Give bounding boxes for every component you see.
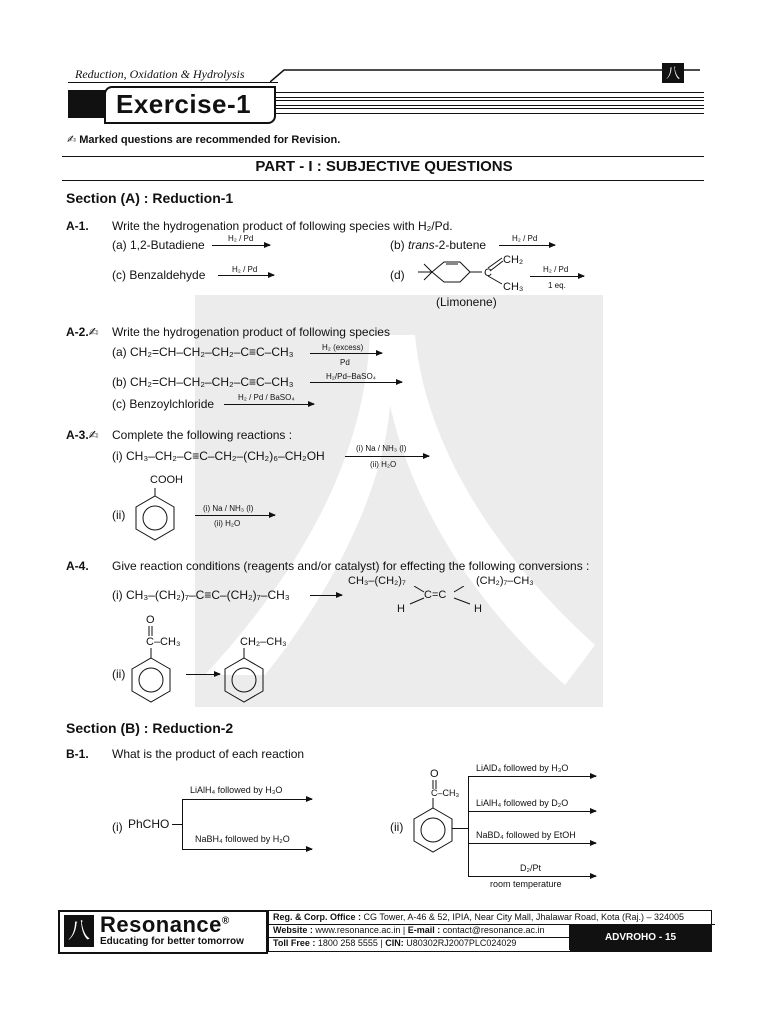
exercise-title: Exercise-1 bbox=[116, 89, 252, 119]
q-a2-c-arrow bbox=[224, 404, 314, 405]
part-rule-top bbox=[62, 156, 704, 157]
q-a3-i: (i) CH₃–CH₂–C≡C–CH₂–(CH₂)₆–CH₂OH bbox=[112, 449, 325, 463]
q-a1-b-arrow bbox=[499, 245, 555, 246]
q-a4-i: (i) CH₃–(CH₂)₇–C≡C–(CH₂)₇–CH₃ bbox=[112, 588, 290, 602]
q-a4-number: A-4. bbox=[66, 559, 89, 573]
q-a1-b-italic: trans bbox=[408, 238, 435, 252]
q-a1-c: (c) Benzaldehyde bbox=[112, 268, 206, 282]
q-a1-d-arrow bbox=[530, 276, 584, 277]
footer-cin: U80302RJ2007PLC024029 bbox=[406, 938, 517, 948]
q-b1-i-branch bbox=[182, 799, 183, 849]
q-a2-number: A-2.✍ bbox=[66, 325, 99, 339]
limonene-ch3: CH₃ bbox=[503, 281, 524, 293]
footer-logo-mark: 八 bbox=[64, 915, 94, 947]
q-b1-number: B-1. bbox=[66, 747, 89, 761]
footer-tagline: Educating for better tomorrow bbox=[100, 936, 244, 947]
q-b1-i-bot-label: NaBH₄ followed by H₂O bbox=[195, 834, 290, 844]
footer-email[interactable]: contact@resonance.ac.in bbox=[442, 925, 545, 935]
q-a4-prod-h-left: H bbox=[397, 603, 405, 615]
section-a-title: Section (A) : Reduction-1 bbox=[66, 190, 234, 206]
header-rule-top bbox=[68, 82, 278, 83]
benzoic-acid-ring bbox=[130, 486, 180, 542]
q-b1-phcho: PhCHO bbox=[128, 817, 170, 831]
q-a1-a-reagent: H₂ / Pd bbox=[228, 234, 254, 243]
part-rule-bottom bbox=[62, 180, 704, 181]
q-b1-ii: (ii) bbox=[390, 820, 404, 834]
resonance-corner-logo: 八 bbox=[662, 63, 684, 83]
q-a1-a-arrow bbox=[212, 245, 270, 246]
q-a2-c: (c) Benzoylchloride bbox=[112, 397, 215, 411]
q-a1-d-cond: 1 eq. bbox=[548, 281, 566, 290]
q-a3-i-reagent: (i) Na / NH₃ (l) bbox=[356, 444, 407, 453]
footer-page-code: ADVROHO - 15 bbox=[604, 932, 677, 943]
q-a4-prod-h-right: H bbox=[474, 603, 482, 615]
exercise-title-box bbox=[104, 86, 276, 124]
q-a3-cooh: COOH bbox=[150, 474, 183, 486]
q-a2-a-arrow bbox=[310, 353, 382, 354]
q-b1-i-stem bbox=[172, 824, 182, 825]
q-a2-b: (b) CH₂=CH–CH₂–CH₂–C≡C–CH₃ bbox=[112, 375, 294, 389]
q-a1-text: Write the hydrogenation product of following species with H₂/Pd. bbox=[112, 219, 453, 233]
footer-brand bbox=[100, 912, 230, 938]
q-b1-r4: D₂/Pt bbox=[520, 863, 541, 873]
q-a1-b-suffix: -2-butene bbox=[434, 238, 487, 252]
q-b1-ii-arrow-2 bbox=[468, 811, 596, 812]
q-a4-i-arrow bbox=[310, 595, 342, 596]
footer-logo-box bbox=[58, 910, 268, 954]
q-b1-ii-stem bbox=[452, 828, 468, 829]
q-a1-c-arrow bbox=[218, 275, 274, 276]
footer-toll-row: Toll Free : 1800 258 5555 | CIN: U80302RJ2007PLC024029 bbox=[269, 937, 570, 950]
footer-office-row bbox=[269, 911, 715, 925]
footer-website-label: Website : bbox=[273, 925, 313, 935]
limonene-label: (Limonene) bbox=[436, 295, 497, 309]
q-a1-d: (d) bbox=[390, 268, 405, 282]
footer-email-label: E-mail : bbox=[407, 925, 441, 935]
q-a3-number: A-3.✍ bbox=[66, 428, 99, 442]
q-a1-b bbox=[390, 238, 486, 252]
footer-info-box bbox=[268, 910, 712, 952]
acetophenone-ring bbox=[128, 648, 178, 704]
q-a1-b-reagent: H₂ / Pd bbox=[512, 234, 538, 243]
q-b1-i: (i) bbox=[112, 820, 123, 834]
marked-note: ✍ Marked questions are recommended for Revision. bbox=[67, 134, 341, 146]
q-a4-ch2ch3: CH₂–CH₃ bbox=[240, 636, 287, 648]
q-a2-text: Write the hydrogenation product of following species bbox=[112, 325, 390, 339]
q-a2-b-reagent: H₂/Pd–BaSO₄ bbox=[326, 372, 376, 381]
q-b1-ii-branch bbox=[468, 776, 469, 876]
q-a3-i-arrow bbox=[345, 456, 429, 457]
q-b1-i-bot-arrow bbox=[182, 849, 312, 850]
q-a3-i-cond: (ii) H₂O bbox=[370, 460, 397, 469]
footer-office-label: Reg. & Corp. Office : bbox=[273, 912, 362, 922]
q-a3-ii-cond: (ii) H₂O bbox=[214, 519, 241, 528]
q-a4-prod-left: CH₃–(CH₂)₇ bbox=[348, 575, 406, 587]
q-a3-ii-arrow bbox=[195, 515, 275, 516]
q-a2-a: (a) CH₂=CH–CH₂–CH₂–C≡C–CH₃ bbox=[112, 345, 294, 359]
q-b1-r4b: room temperature bbox=[490, 879, 562, 889]
q-a4-ii-arrow bbox=[186, 674, 220, 675]
chapter-title: Reduction, Oxidation & Hydrolysis bbox=[75, 67, 245, 81]
q-a2-c-reagent: H₂ / Pd / BaSO₄ bbox=[238, 393, 295, 402]
q-a2-b-arrow bbox=[310, 382, 402, 383]
q-b1-i-top-arrow bbox=[182, 799, 312, 800]
q-a4-ii: (ii) bbox=[112, 667, 126, 681]
q-a4-alkene-bonds bbox=[400, 586, 480, 606]
q-b1-r3: NaBD₄ followed by EtOH bbox=[476, 830, 576, 840]
q-a3-ii-reagent: (i) Na / NH₃ (l) bbox=[203, 504, 254, 513]
part-title: PART - I : SUBJECTIVE QUESTIONS bbox=[255, 158, 513, 175]
q-a3-text: Complete the following reactions : bbox=[112, 428, 293, 442]
q-a4-prod-right: (CH₂)₇–CH₃ bbox=[476, 575, 534, 587]
q-b1-benzene-ring bbox=[410, 798, 460, 856]
footer-website[interactable]: www.resonance.ac.in bbox=[315, 925, 401, 935]
q-b1-r2: LiAlH₄ followed by D₂O bbox=[476, 798, 569, 808]
q-a4-c-ch3: C–CH₃ bbox=[146, 636, 181, 648]
footer-cin-label: CIN: bbox=[385, 938, 404, 948]
q-a4-o: O bbox=[146, 614, 155, 626]
q-b1-ii-arrow-3 bbox=[468, 843, 596, 844]
limonene-ch2: CH₂ bbox=[503, 254, 524, 266]
footer-page-code-box bbox=[570, 925, 711, 951]
footer-brand-name: Resonance bbox=[100, 912, 222, 937]
footer-website-row: Website : www.resonance.ac.in | E-mail : contact@resonance.ac.in bbox=[269, 924, 570, 938]
q-b1-ii-arrow-4 bbox=[468, 876, 596, 877]
footer-toll: 1800 258 5555 bbox=[317, 938, 378, 948]
q-a2-a-cond: Pd bbox=[340, 358, 350, 367]
footer-toll-label: Toll Free : bbox=[273, 938, 316, 948]
q-b1-c-ch3: C–CH₃ bbox=[431, 788, 460, 798]
q-b1-i-top-label: LiAlH₄ followed by H₃O bbox=[190, 785, 283, 795]
q-a4-text: Give reaction conditions (reagents and/or catalyst) for effecting the following conversions : bbox=[112, 559, 590, 573]
q-a1-d-reagent: H₂ / Pd bbox=[543, 265, 569, 274]
q-a1-b-prefix: (b) bbox=[390, 238, 408, 252]
q-b1-o: O bbox=[430, 768, 439, 780]
footer-office: CG Tower, A-46 & 52, IPIA, Near City Mall, Jhalawar Road, Kota (Raj.) – 324005 bbox=[363, 912, 685, 922]
footer-brand-reg: ® bbox=[221, 915, 230, 927]
ethylbenzene-ring bbox=[222, 648, 272, 704]
header-rule-right bbox=[270, 66, 700, 86]
q-a1-c-reagent: H₂ / Pd bbox=[232, 265, 258, 274]
limonene-c: C bbox=[484, 267, 492, 279]
q-a2-a-reagent: H₂ (excess) bbox=[322, 343, 364, 352]
q-a1-number: A-1. bbox=[66, 219, 89, 233]
section-b-title: Section (B) : Reduction-2 bbox=[66, 720, 234, 736]
q-a1-a: (a) 1,2-Butadiene bbox=[112, 238, 205, 252]
q-a4-prod-cc: C=C bbox=[424, 589, 447, 601]
q-b1-ii-arrow-1 bbox=[468, 776, 596, 777]
q-b1-text: What is the product of each reaction bbox=[112, 747, 305, 761]
q-b1-r1: LiAlD₄ followed by H₃O bbox=[476, 763, 569, 773]
q-a3-ii: (ii) bbox=[112, 508, 126, 522]
